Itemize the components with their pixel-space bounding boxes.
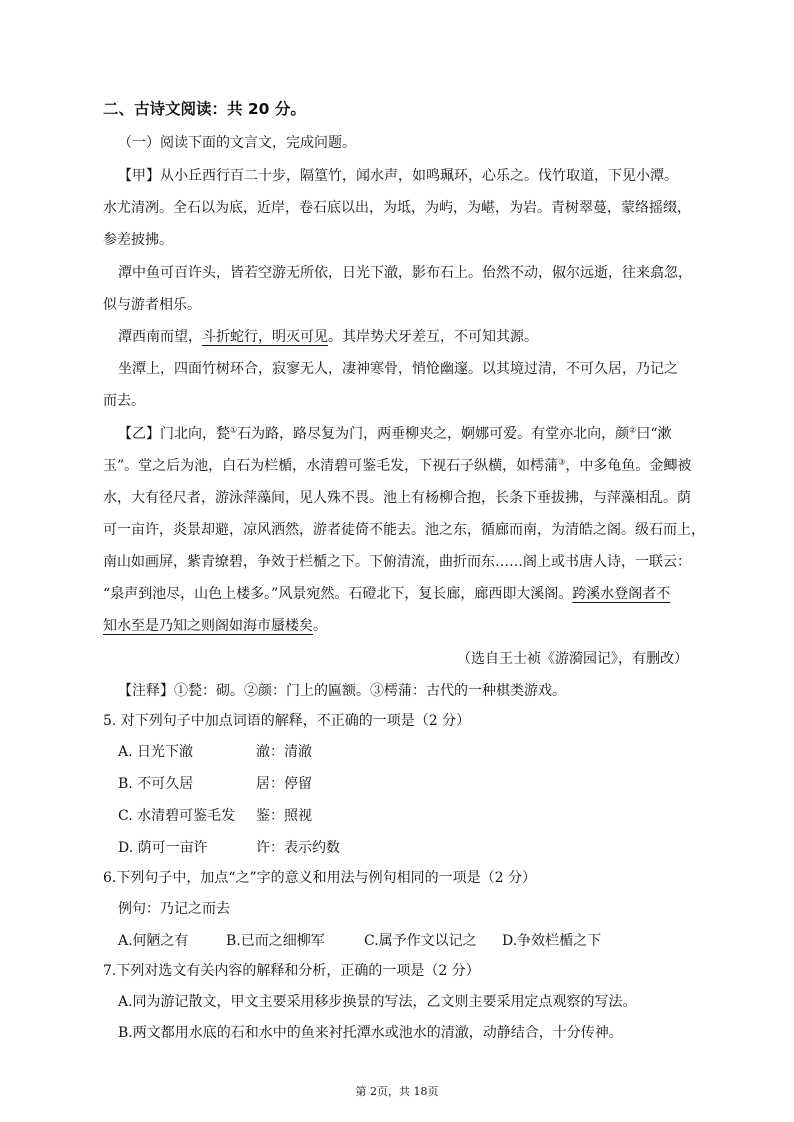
- q6-option-d: D.争效栏楯之下: [502, 933, 602, 949]
- jia-line-2: 水尤清冽。全石以为底，近岸，卷石底以出，为坻，为屿，为嵁，为岩。青树翠蔓，蒙络摇缀，: [103, 200, 691, 216]
- jia-line-8: 而去。: [103, 393, 145, 409]
- jia-line-4: 潭中鱼可百许头，皆若空游无所依，日光下澈，影布石上。佁然不动，俶尔远逝，往来翕忽，: [118, 265, 692, 281]
- jia-line-7: 坐潭上，四面竹树环合，寂寥无人，凄神寒骨，悄怆幽邃。以其境过清，不可久居，乃记之: [118, 361, 678, 377]
- q5-option-c-explanation: 鉴：照视: [256, 808, 312, 824]
- page-footer: 第 2页，共 18页: [355, 1085, 439, 1098]
- yi-line-6: “泉声到池尽，山色上楼多。”风景宛然。石磴北下，复长廊，廊西即大溪阁。跨溪水登阁者不: [103, 586, 671, 602]
- q6-option-b: B.已而之细柳军: [226, 933, 325, 949]
- jia-line-6: 潭西南而望，斗折蛇行，明灭可见。其岸势犬牙差互，不可知其源。: [118, 329, 538, 345]
- q5-option-a: A. 日光下澈: [118, 744, 194, 760]
- sub-heading: （一）阅读下面的文言文，完成问题。: [118, 135, 356, 151]
- question-6-stem: 6.下列句子中，加点“之”字的意义和用法与例句相同的一项是（2 分）: [103, 870, 537, 886]
- yi-line-4: 可一亩许，炎景却避，凉风洒然，游者徒倚不能去。池之东，循廊而南，为清皓之阁。级石而上，: [103, 522, 705, 538]
- q6-example: 例句：乃记之而去: [118, 901, 230, 917]
- q5-option-c: C. 水清碧可鉴毛发: [118, 808, 236, 824]
- q5-option-b-explanation: 居：停留: [256, 776, 312, 792]
- note-mark-3: ③: [558, 457, 566, 467]
- underlined-sentence-yi-1: 跨溪水登阁者不: [572, 586, 671, 602]
- question-5-stem: 5. 对下列句子中加点词语的解释，不正确的一项是（2 分）: [103, 713, 471, 729]
- underlined-sentence-yi-2: 知水至是乃知之则阁如海市蜃楼矣: [103, 618, 313, 634]
- q7-option-b: B.两文都用水底的石和水中的鱼来衬托潭水或池水的清澈，动静结合，十分传神。: [118, 1025, 623, 1041]
- source-citation: （选自王士祯《游漪园记》，有删改）: [457, 651, 688, 667]
- jia-line-5: 似与游者相乐。: [103, 297, 201, 313]
- q5-option-d: D. 荫可一亩许: [118, 840, 208, 856]
- q5-option-b: B. 不可久居: [118, 776, 194, 792]
- yi-line-5: 南山如画屏，紫青缭碧，争效于栏楯之下。下俯清流，曲折而东……阁上或书唐人诗，一联云：: [103, 554, 691, 570]
- q6-option-c: C.属予作文以记之: [364, 933, 477, 949]
- q5-option-a-explanation: 澈：清澈: [256, 744, 312, 760]
- jia-label: 【甲】: [118, 168, 160, 184]
- note-mark-2: ②: [629, 425, 637, 435]
- q5-option-d-explanation: 许：表示约数: [256, 840, 340, 856]
- yi-label: 【乙】: [118, 426, 160, 442]
- q7-option-a: A.同为游记散文，甲文主要采用移步换景的写法，乙文则主要采用定点观察的写法。: [118, 994, 637, 1010]
- section-heading: 二、古诗文阅读：共 20 分。: [103, 100, 306, 118]
- yi-line-7: 知水至是乃知之则阁如海市蜃楼矣。: [103, 618, 327, 634]
- note-mark-1: ①: [230, 425, 238, 435]
- jia-line-1: 【甲】从小丘西行百二十步，隔篁竹，闻水声，如鸣珮环，心乐之。伐竹取道，下见小潭。: [118, 168, 678, 184]
- yi-line-1: 【乙】门北向，甃①石为路，路尽复为门，两垂柳夹之，婀娜可爱。有堂亦北向，颜②曰“漱: [118, 425, 672, 442]
- underlined-sentence-jia: 斗折蛇行，明灭可见: [202, 329, 328, 345]
- yi-line-3: 水，大有径尺者，游泳萍藻间，见人殊不畏。池上有杨柳合抱，长条下垂拔拂，与萍藻相乱。荫: [103, 490, 691, 506]
- notes: 【注释】①甃：砌。②颜：门上的匾额。③樗蒲：古代的一种棋类游戏。: [118, 683, 566, 699]
- yi-line-2: 玉”。堂之后为池，白石为栏楯，水清碧可鉴毛发，下视石子纵横，如樗蒲③，中多龟鱼。金鲫被: [103, 457, 692, 474]
- jia-line-3: 参差披拂。: [103, 232, 173, 248]
- q6-option-a: A.何陋之有: [118, 933, 189, 949]
- question-7-stem: 7.下列对选文有关内容的解释和分析，正确的一项是（2 分）: [103, 963, 480, 979]
